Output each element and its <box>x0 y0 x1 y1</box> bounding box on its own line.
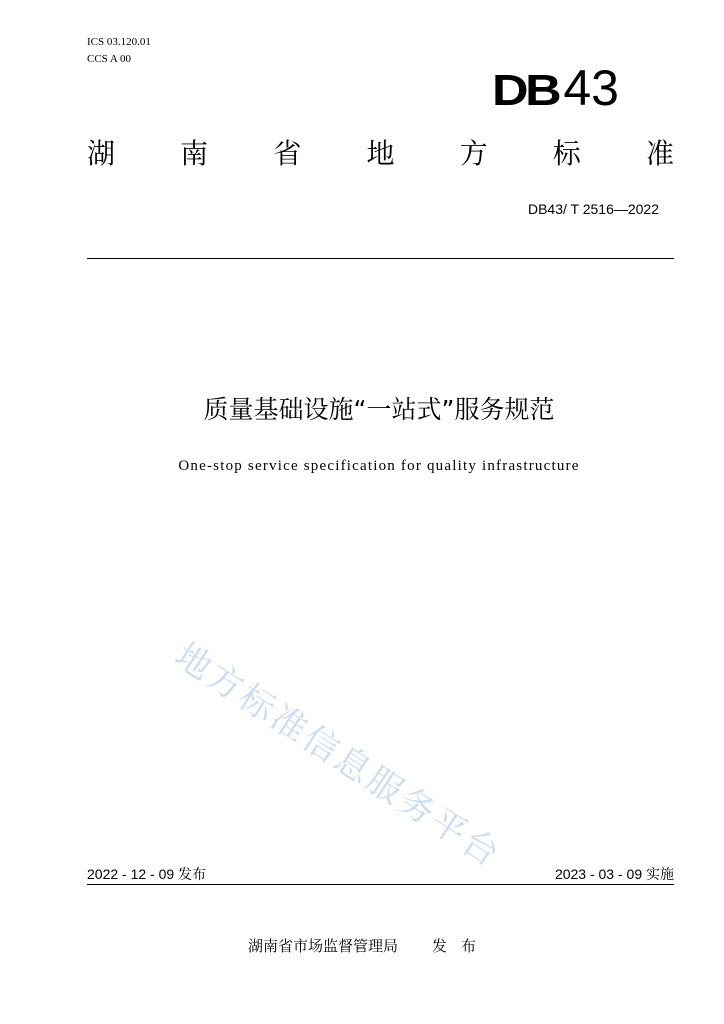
ccs-code: CCS A 00 <box>87 53 132 65</box>
title-chinese: 质量基础设施“一站式”服务规范 <box>203 395 555 424</box>
standard-type-char: 方 <box>459 137 488 170</box>
standard-type-heading <box>87 136 674 172</box>
issuer-action: 发布 <box>432 937 491 955</box>
top-divider <box>87 258 674 259</box>
standard-type-char: 地 <box>366 137 395 170</box>
standard-type-char: 湖 <box>87 137 116 170</box>
standard-type-char: 标 <box>552 137 581 170</box>
watermark-text: 地方标准信息服务平台 <box>167 635 508 877</box>
standard-type-char: 省 <box>273 137 302 170</box>
db-logo-mark: DB <box>491 66 559 115</box>
standard-type-char: 南 <box>180 137 209 170</box>
db-logo <box>492 60 619 116</box>
bottom-divider <box>87 884 674 885</box>
standard-type-char: 准 <box>645 137 674 170</box>
ics-code: ICS 03.120.01 <box>87 36 151 48</box>
title-english: One-stop service specification for quality infrastructure <box>178 458 580 474</box>
issuer-line <box>0 935 724 957</box>
issuer-organization: 湖南省市场监督管理局 <box>247 937 398 955</box>
implementation-date: 2023 - 03 - 09 实施 <box>554 866 674 882</box>
standard-number: DB43/ T 2516—2022 <box>527 201 659 217</box>
issue-date: 2022 - 12 - 09 发布 <box>87 866 207 882</box>
db-logo-number: 43 <box>563 60 619 116</box>
